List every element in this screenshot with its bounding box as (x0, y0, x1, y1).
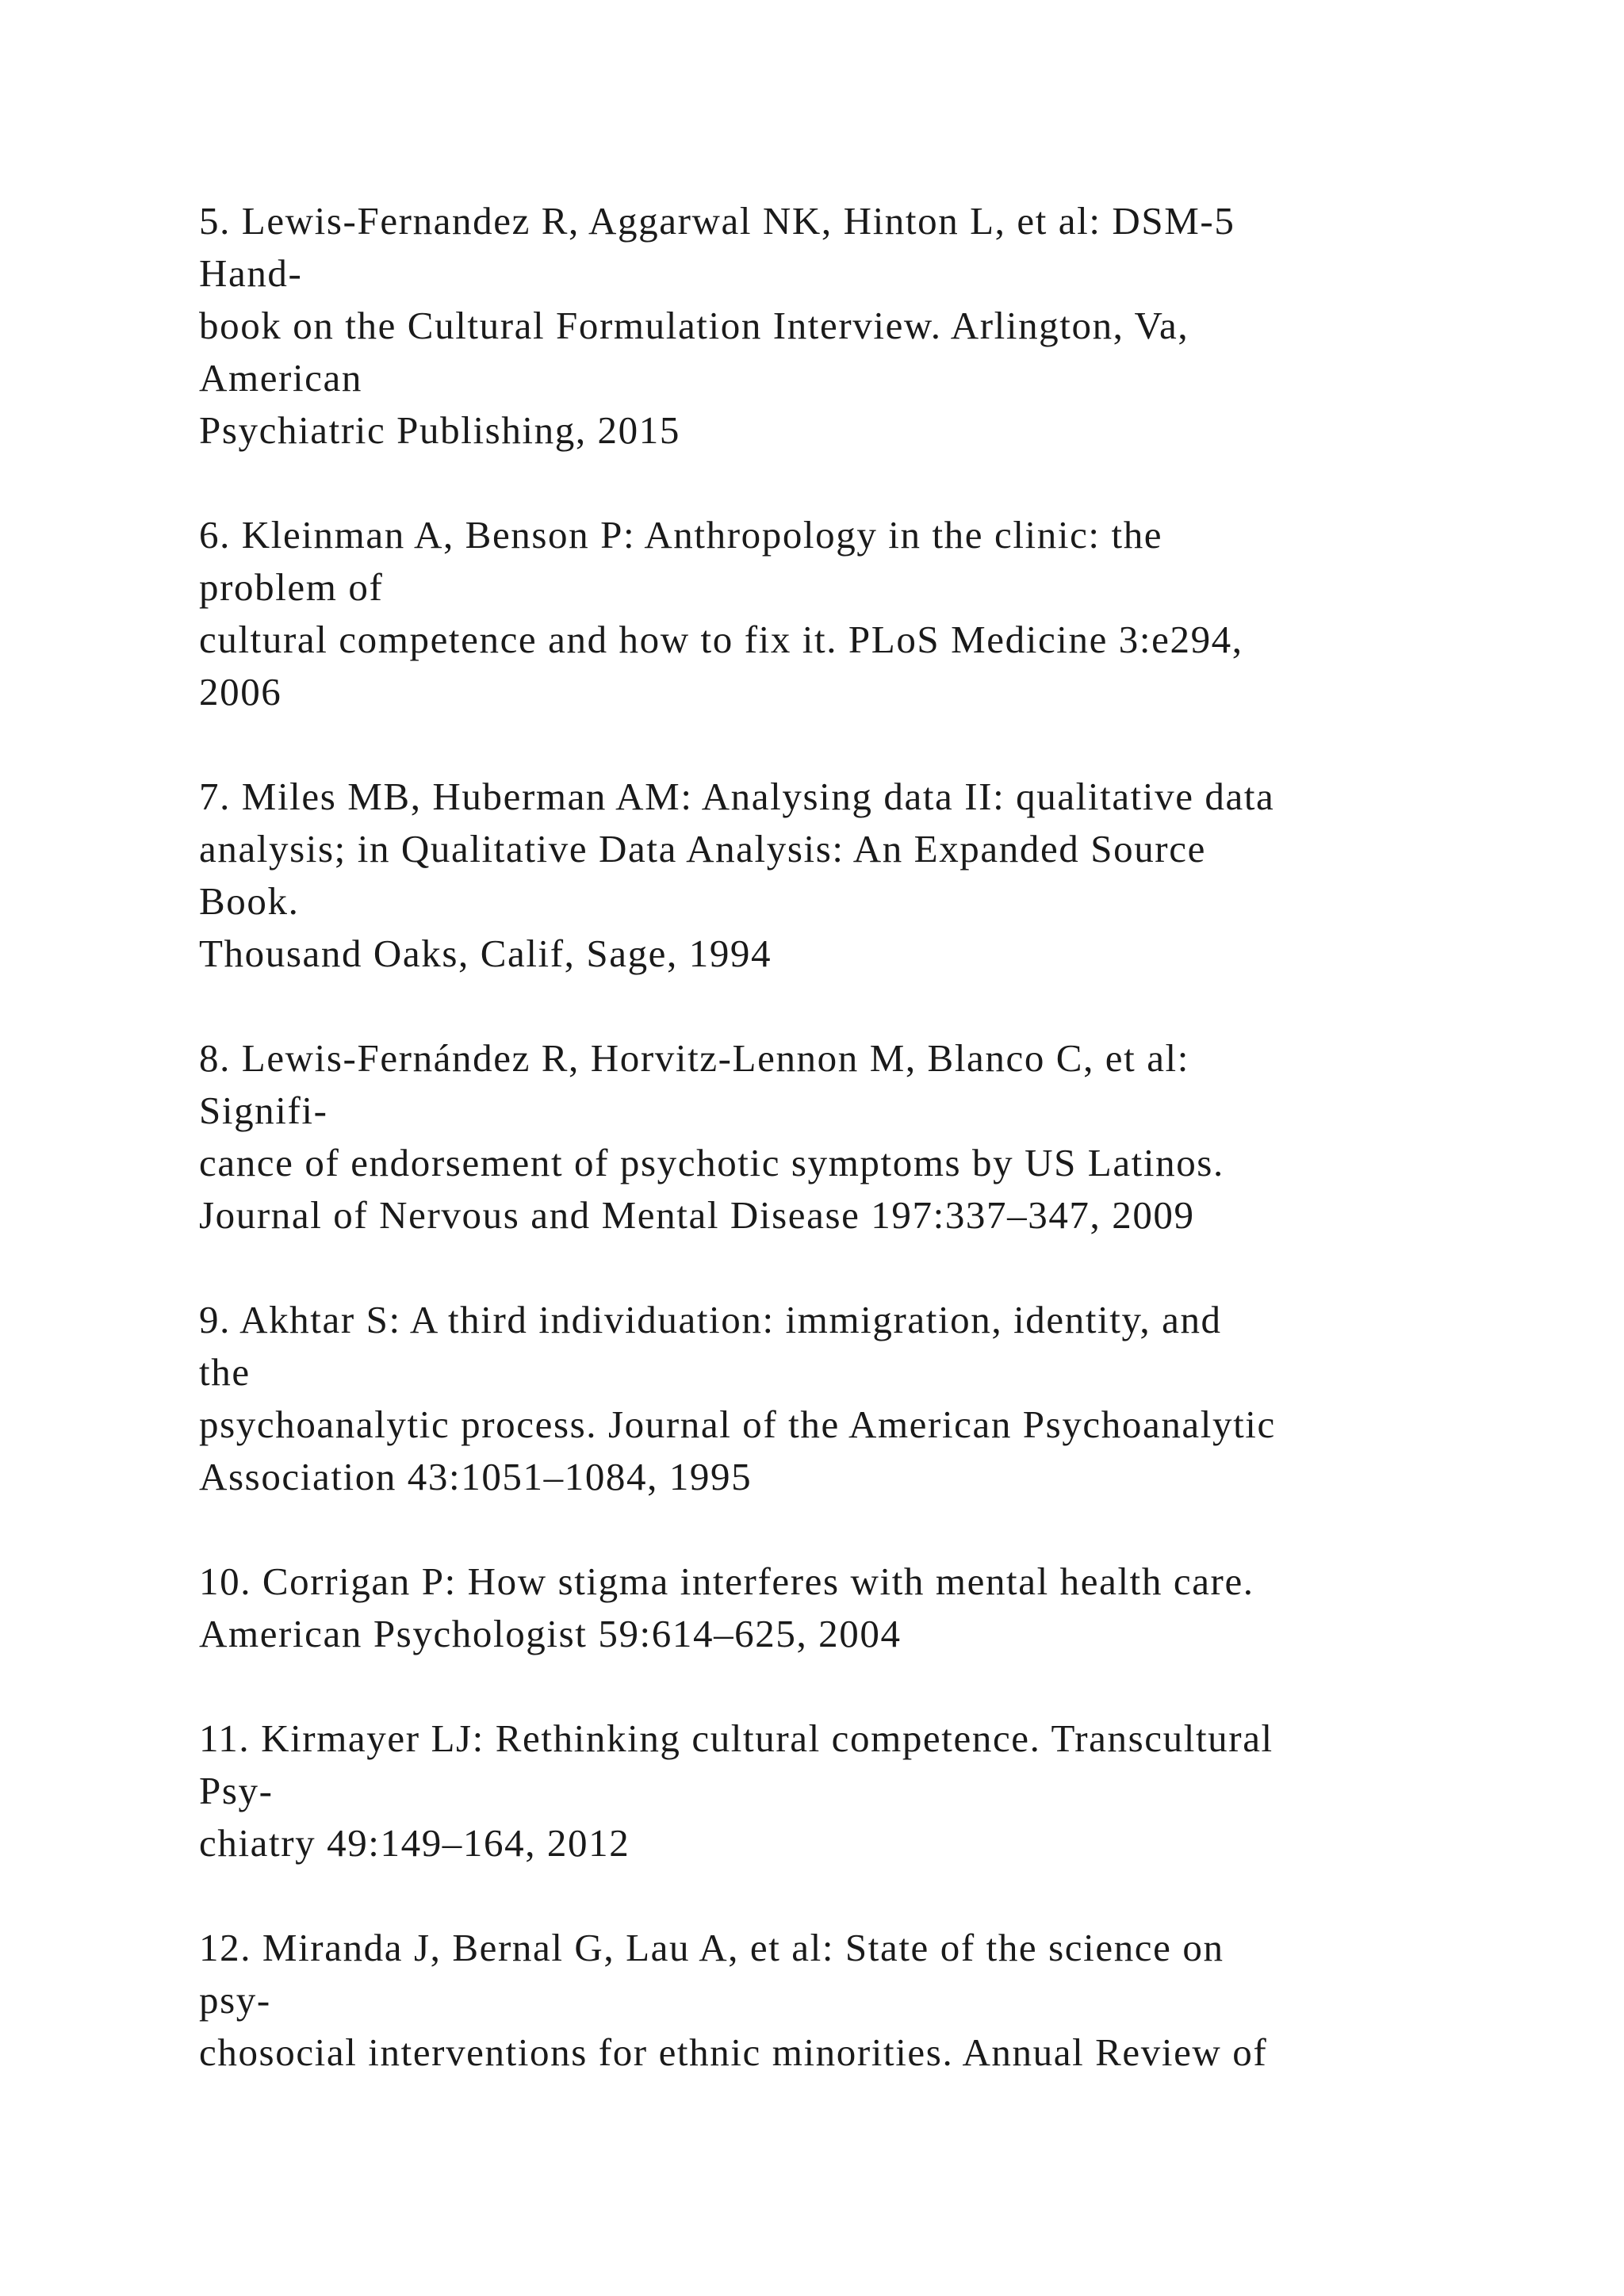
reference-line: Book. (199, 879, 300, 923)
reference-line: book on the Cultural Formulation Interview. Arlington, Va, (199, 304, 1189, 347)
reference-item-7 (199, 771, 1547, 980)
reference-line: 8. Lewis-Fernández R, Horvitz-Lennon M, Blanco C, et al: (199, 1036, 1189, 1080)
reference-line: analysis; in Qualitative Data Analysis: An Expanded Source (199, 827, 1206, 871)
reference-line: the (199, 1350, 251, 1394)
reference-line: 10. Corrigan P: How stigma interferes with mental health care. (199, 1559, 1254, 1603)
reference-line: psychoanalytic process. Journal of the American Psychoanalytic (199, 1402, 1276, 1446)
reference-list (199, 195, 1547, 2131)
reference-line: Thousand Oaks, Calif, Sage, 1994 (199, 932, 772, 975)
reference-line: 2006 (199, 670, 282, 714)
reference-item-9 (199, 1294, 1547, 1503)
reference-line: American (199, 356, 362, 400)
reference-item-12 (199, 1922, 1547, 2079)
reference-line: Association 43:1051–1084, 1995 (199, 1455, 753, 1498)
reference-line: cance of endorsement of psychotic symptoms by US Latinos. (199, 1141, 1224, 1184)
reference-line: Psy- (199, 1769, 274, 1812)
reference-line: 6. Kleinman A, Benson P: Anthropology in the clinic: the (199, 513, 1163, 557)
reference-line: 11. Kirmayer LJ: Rethinking cultural competence. Transcultural (199, 1716, 1274, 1760)
reference-item-8 (199, 1032, 1547, 1242)
reference-line: chosocial interventions for ethnic minorities. Annual Review of (199, 2030, 1268, 2074)
reference-line: Psychiatric Publishing, 2015 (199, 408, 680, 452)
reference-line: psy- (199, 1978, 271, 2022)
reference-line: cultural competence and how to fix it. PLoS Medicine 3:e294, (199, 618, 1243, 661)
reference-item-6 (199, 509, 1547, 718)
reference-line: American Psychologist 59:614–625, 2004 (199, 1612, 902, 1655)
reference-item-10 (199, 1556, 1547, 1660)
reference-line: 5. Lewis-Fernandez R, Aggarwal NK, Hinton L, et al: DSM-5 (199, 199, 1235, 243)
reference-line: 7. Miles MB, Huberman AM: Analysing data II: qualitative data (199, 775, 1275, 818)
reference-line: Hand- (199, 251, 303, 295)
reference-item-11 (199, 1712, 1547, 1869)
reference-line: Journal of Nervous and Mental Disease 197:337–347, 2009 (199, 1193, 1195, 1237)
reference-line: 12. Miranda J, Bernal G, Lau A, et al: State of the science on (199, 1926, 1224, 1969)
reference-line: chiatry 49:149–164, 2012 (199, 1821, 630, 1865)
reference-line: Signifi- (199, 1089, 328, 1132)
reference-line: 9. Akhtar S: A third individuation: immigration, identity, and (199, 1298, 1222, 1341)
reference-item-5 (199, 195, 1547, 457)
reference-line: problem of (199, 565, 384, 609)
